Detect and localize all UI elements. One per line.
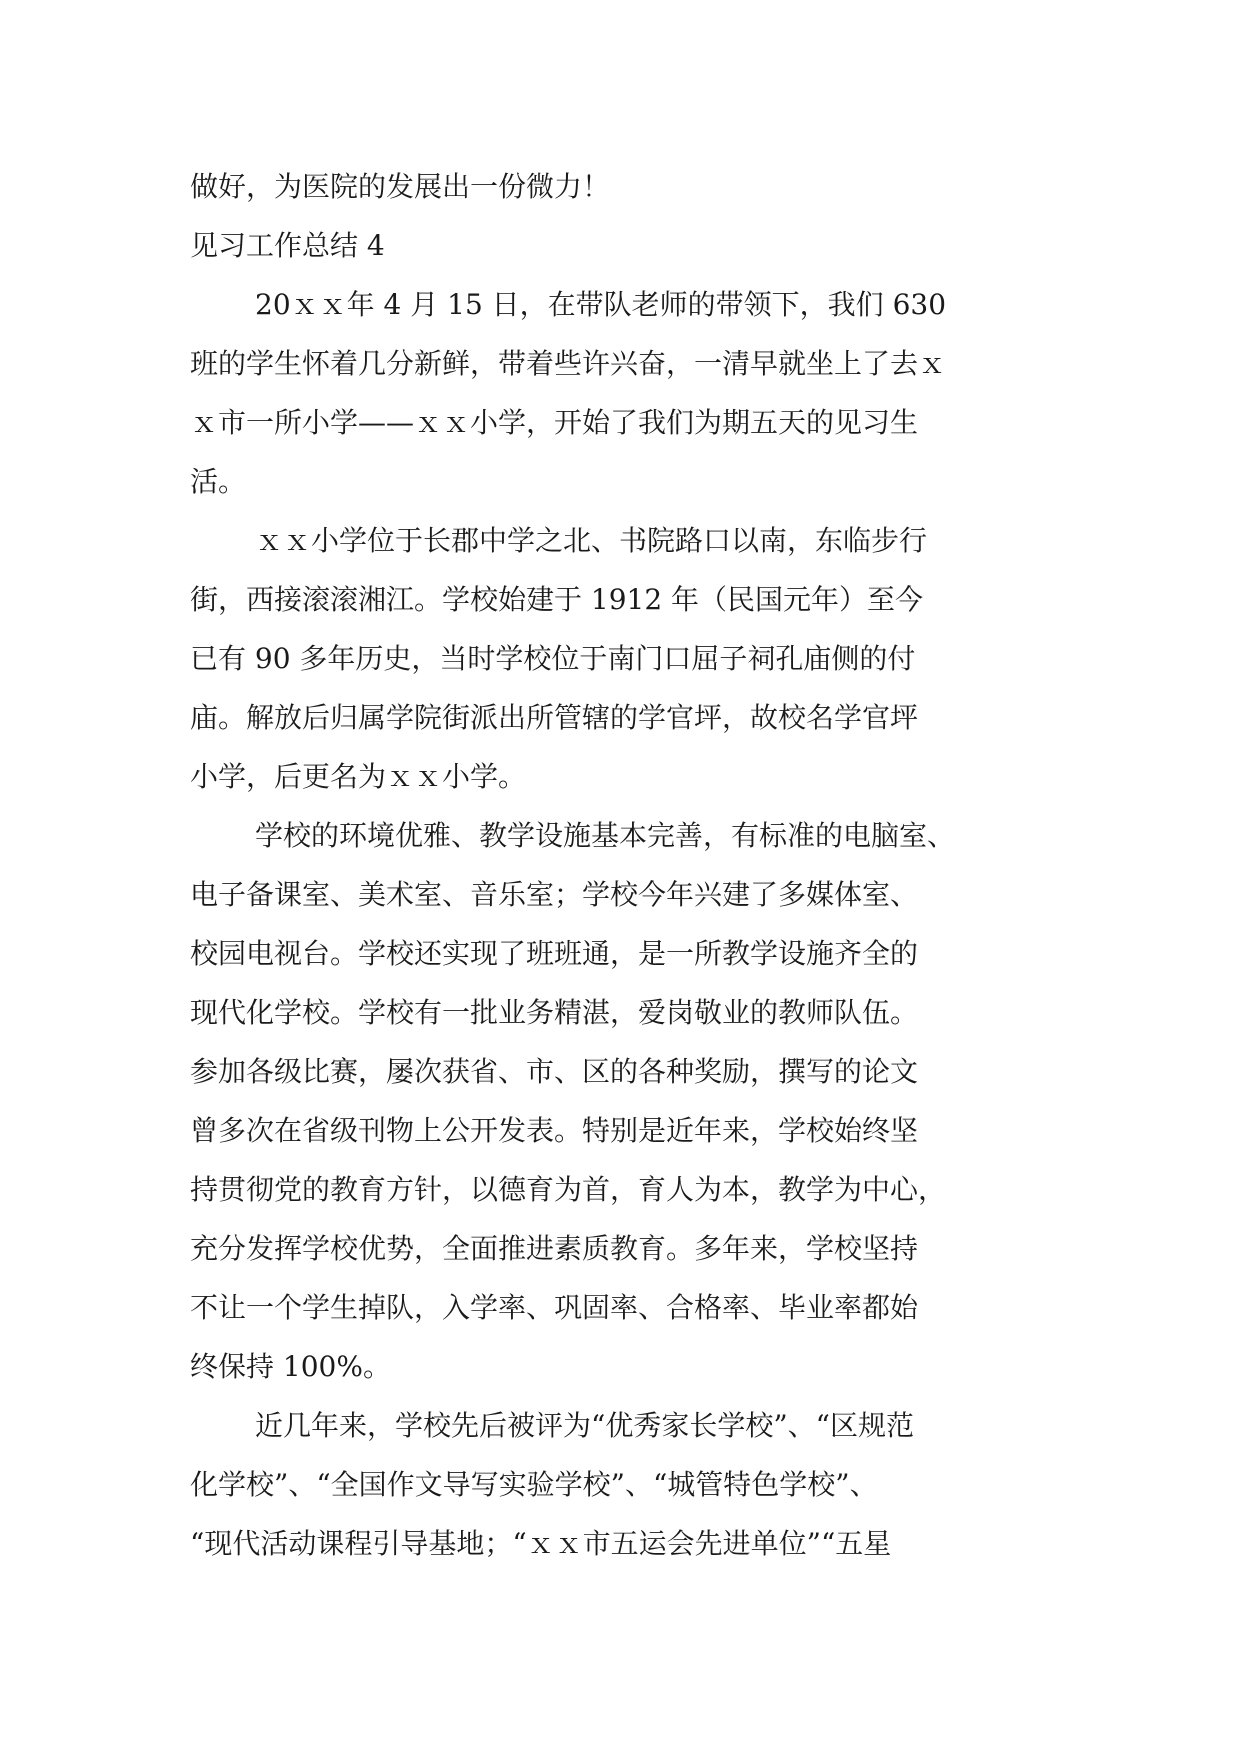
- text-line-20: 不让一个学生掉队，入学率、巩固率、合格率、毕业率都始: [190, 1291, 919, 1324]
- text-line-19: 充分发挥学校优势，全面推进素质教育。多年来，学校坚持: [190, 1232, 919, 1265]
- text-line-11: 小学，后更名为ｘｘ小学。: [190, 760, 527, 793]
- text-line-12: 学校的环境优雅、教学设施基本完善，有标准的电脑室、: [255, 819, 956, 852]
- text-line-24: “现代活动课程引导基地；“ｘｘ市五运会先进单位”“五星: [190, 1527, 892, 1560]
- text-line-6: 活。: [190, 465, 247, 498]
- text-line-8: 街，西接滚滚湘江。学校始建于 1912 年（民国元年）至今: [190, 583, 924, 616]
- text-line-13: 电子备课室、美术室、音乐室；学校今年兴建了多媒体室、: [190, 878, 919, 911]
- text-line-16: 参加各级比赛，屡次获省、市、区的各种奖励，撰写的论文: [190, 1055, 919, 1088]
- text-line-22: 近几年来，学校先后被评为“优秀家长学校”、“区规范: [255, 1409, 914, 1442]
- text-line-18: 持贯彻党的教育方针，以德育为首，育人为本，教学为中心，: [190, 1173, 947, 1206]
- text-line-5: ｘ市一所小学——ｘｘ小学，开始了我们为期五天的见习生: [190, 406, 919, 439]
- text-line-14: 校园电视台。学校还实现了班班通，是一所教学设施齐全的: [190, 937, 919, 970]
- text-line-7: ｘｘ小学位于长郡中学之北、书院路口以南，东临步行: [255, 524, 928, 557]
- text-line-17: 曾多次在省级刊物上公开发表。特别是近年来，学校始终坚: [190, 1114, 919, 1147]
- text-line-23: 化学校”、“全国作文导写实验学校”、“城管特色学校”、: [190, 1468, 878, 1501]
- text-line-3: 20ｘｘ年 4 月 15 日，在带队老师的带领下，我们 630: [255, 288, 947, 321]
- text-line-4: 班的学生怀着几分新鲜，带着些许兴奋，一清早就坐上了去ｘ: [190, 347, 947, 380]
- text-line-10: 庙。解放后归属学院街派出所管辖的学官坪，故校名学官坪: [190, 701, 919, 734]
- text-line-15: 现代化学校。学校有一批业务精湛，爱岗敬业的教师队伍。: [190, 996, 919, 1029]
- text-line-21: 终保持 100%。: [190, 1350, 391, 1383]
- text-line-9: 已有 90 多年历史，当时学校位于南门口屈子祠孔庙侧的付: [190, 642, 916, 675]
- text-line-1: 做好，为医院的发展出一份微力！: [190, 170, 611, 203]
- section-heading: 见习工作总结 4: [190, 229, 385, 262]
